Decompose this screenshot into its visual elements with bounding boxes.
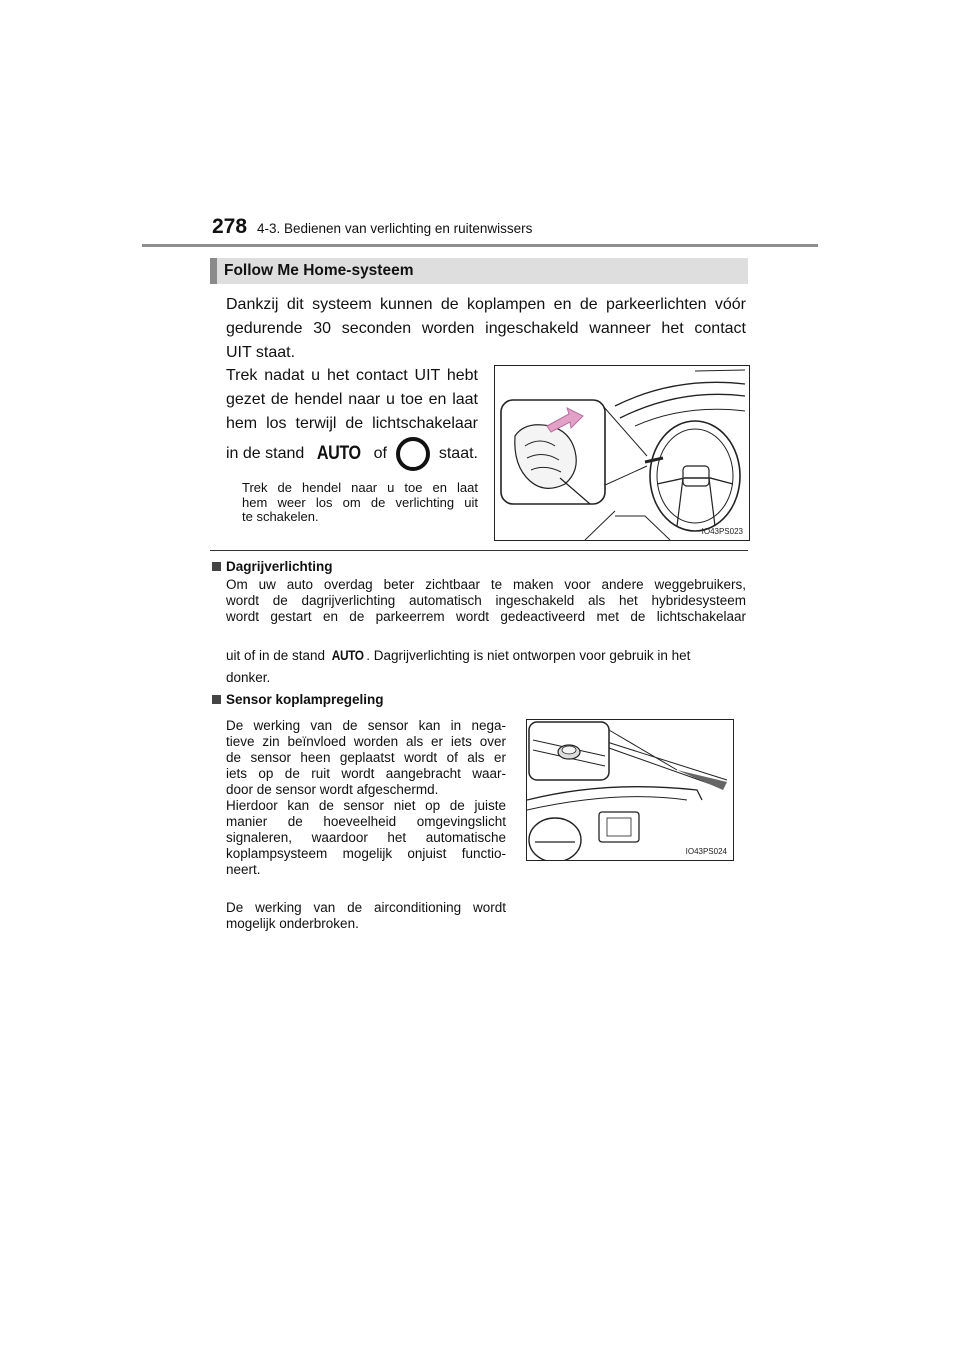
sensor-line: De werking van de airconditioning wordt — [226, 900, 506, 915]
section-heading-bar — [210, 258, 217, 284]
sensor-line: neert. — [226, 862, 261, 877]
sensor-figure — [526, 719, 734, 861]
daytime-line: wordt gestart en de parkeerrem wordt gedeactiveerd met de lichtschakelaar — [226, 609, 746, 624]
daytime-line: donker. — [226, 670, 271, 685]
section-divider — [210, 550, 748, 551]
lever-illustration — [495, 366, 749, 540]
sensor-line: koplampsysteem mogelijk onjuist functio- — [226, 846, 506, 861]
note-line: hem weer los om de verlichting uit — [242, 494, 478, 510]
instruction-text: in de stand — [226, 445, 305, 462]
intro-line: UIT staat. — [226, 344, 296, 361]
lever-note — [242, 481, 478, 525]
sensor-illustration — [527, 720, 733, 860]
sensor-line: de sensor heen geplaatst wordt of als er — [226, 750, 506, 765]
daytime-line: Om uw auto overdag beter zichtbaar te maken voor andere weggebruikers, — [226, 577, 746, 592]
instruction-line: hem los terwijl de lichtschakelaar — [226, 415, 478, 432]
auto-symbol: AUTO — [317, 443, 361, 464]
header-rule — [142, 244, 818, 247]
instruction-paragraph — [226, 364, 478, 436]
daytime-line: wordt de dagrijverlichting automatisch ingeschakeld als het hybridesysteem — [226, 593, 746, 608]
sensor-title: Sensor koplampregeling — [226, 692, 384, 707]
daytime-text: . Dagrijverlichting is niet ontworpen voor gebruik in het — [366, 648, 691, 663]
instruction-line-4 — [226, 436, 478, 472]
sensor-line: manier de hoeveelheid omgevingslicht — [226, 814, 506, 829]
daytime-heading — [212, 559, 333, 574]
instruction-line: Trek nadat u het contact UIT hebt — [226, 367, 478, 384]
headlight-off-circle-icon — [396, 437, 430, 471]
bullet-icon — [212, 695, 221, 704]
daytime-paragraph — [226, 577, 746, 625]
section-heading: Follow Me Home-systeem — [224, 262, 414, 279]
instruction-text: of — [373, 445, 387, 462]
auto-symbol: AUTO — [331, 647, 364, 663]
instruction-line: gezet de hendel naar u toe en laat — [226, 391, 478, 408]
sensor-line: door de sensor wordt afgeschermd. — [226, 782, 439, 797]
bullet-icon — [212, 562, 221, 571]
daytime-text: uit of in de stand — [226, 648, 326, 663]
intro-line: Dankzij dit systeem kunnen de koplampen en de parkeerlichten vóór — [226, 296, 746, 313]
note-line: te schakelen. — [242, 509, 319, 524]
sensor-paragraph-2 — [226, 900, 506, 932]
daytime-title: Dagrijverlichting — [226, 559, 333, 574]
intro-line: gedurende 30 seconden worden ingeschakeld wanneer het contact — [226, 320, 746, 337]
page-number: 278 — [212, 215, 248, 238]
instruction-text: staat. — [438, 445, 478, 462]
daytime-line-4 — [226, 643, 746, 668]
sensor-line: Hierdoor kan de sensor niet op de juiste — [226, 798, 506, 813]
sensor-line: De werking van de sensor kan in nega- — [226, 718, 506, 733]
section-path: 4-3. Bedienen van verlichting en ruitenwissers — [257, 221, 533, 236]
lever-figure — [494, 365, 750, 541]
sensor-paragraph-1 — [226, 718, 506, 878]
sensor-heading — [212, 692, 384, 707]
sensor-line: tieve zin beïnvloed worden als er iets over — [226, 734, 506, 749]
intro-paragraph — [226, 293, 746, 365]
sensor-line: signaleren, waardoor het automatische — [226, 830, 506, 845]
note-line: Trek de hendel naar u toe en laat — [242, 480, 478, 495]
sensor-line: iets op de ruit wordt aangebracht waar- — [226, 766, 506, 781]
figure-code: IO43PS024 — [685, 847, 727, 856]
figure-code: IO43PS023 — [701, 527, 743, 536]
sensor-line: mogelijk onderbroken. — [226, 916, 359, 931]
